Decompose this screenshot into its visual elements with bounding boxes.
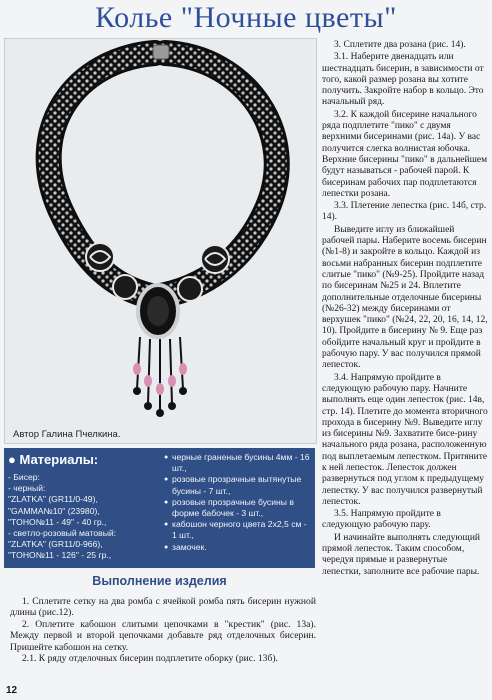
materials-box xyxy=(4,448,315,568)
instructions-left xyxy=(10,596,316,664)
material-line: "ZLATKA" (GR11/0-966), xyxy=(8,539,103,550)
material-line: - Бисер: xyxy=(8,472,40,482)
instruction-paragraph: 3.2. К каждой бисерине начального ряда подплетите "пико" с двумя верхними бисеринами (рис. 14а). У вас получится слегка волнистая юбочка. Верхние бисерины "пико" в дальнейшем будут называться - рабочей парой. К бисеринам рабочих пар подплетаются лепестки розана. xyxy=(322,109,488,199)
page-title: Колье "Ночные цветы" xyxy=(95,1,397,34)
section-heading: Выполнение изделия xyxy=(92,574,227,588)
instruction-paragraph: 3. Сплетите два розана (рис. 14). xyxy=(334,40,466,50)
material-line: - светло-розовый матовый: xyxy=(8,528,117,539)
material-item: ● кабошон черного цвета 2х2,5 см - 1 шт., xyxy=(164,519,312,541)
material-line: "GAMMA№10" (23980), xyxy=(8,505,100,516)
materials-heading: ● Материалы: xyxy=(8,452,99,467)
materials-beads-list xyxy=(8,472,158,562)
material-line: "ZLATKA" (GR11/0-49), xyxy=(8,494,98,505)
material-item: ● замочек. xyxy=(164,542,312,553)
instruction-paragraph: 3.4. Напрямую пройдите в следующую рабочую пару. Начните выполнять еще один лепесток (рис. 14в, стр. 14). Плетите до момента вторичного прохода в бисерину №9. Выведите иглу из бисерины №9. Захватите бисе-рину начального ряда розана, расположенную под выплетаемым лепестком. Притяните к ней лепесток. Лепесток должен развернуться под углом к предыдущему лепестку. У вас получился развернутый лепесток. xyxy=(322,372,488,507)
instruction-paragraph: 3.5. Напрямую пройдите в следующую рабочую пару. xyxy=(322,509,441,531)
necklace-illustration xyxy=(5,39,316,443)
instruction-paragraph: Выведите иглу из ближайшей рабочей пары. Наберите восемь бисерин (№1-8) и закройте в кольцо. Каждой из восьми набранных бисерин подплетите слитые "пико" (№9-25). Пройдите назад по бисеринам №25 и 24. Вплетите дополнительные отделочные бисерины (№26-32) между бисеринами от верхушек "пико" (№24, 22, 20, 16, 14, 12, 10). Пройдите в бисерину № 9. Еще раз обойдите начальный круг и пройдите в рабочую пару. У вас получился прямой лепесток. xyxy=(322,224,488,371)
instruction-paragraph: 2.1. К ряду отделочных бисерин подплетите оборку (рис. 13б). xyxy=(22,653,278,665)
material-line: - черный: xyxy=(8,483,46,494)
photo-credit: Автор Галина Пчелкина. xyxy=(13,429,121,440)
instruction-paragraph: 3.3. Плетение лепестка (рис. 14б, стр. 14). xyxy=(322,201,487,223)
instructions-right xyxy=(322,40,488,579)
instruction-paragraph: 1. Сплетите сетку на два ромба с ячейкой ромба пять бисерин нужной длины (рис.12). xyxy=(10,596,316,619)
material-item: ● розовые прозрачные вытянутые бусины - 7 шт., xyxy=(164,474,312,496)
instruction-paragraph: 2. Оплетите кабошон слитыми цепочками в "крестик" (рис. 13а). Между первой и второй цепочками добавьте ряд отделочных бисерин. Пришейте кабошон на сетку. xyxy=(10,618,316,653)
necklace-photo xyxy=(4,38,317,444)
instruction-paragraph: И начинайте выполнять следующий прямой лепесток. Таким способом, чередуя прямые и развернутые лепестки, заполните все рабочие пары. xyxy=(322,532,480,577)
materials-other-list xyxy=(164,452,312,553)
page-number: 12 xyxy=(6,685,18,696)
material-line: "TOHO№11 - 49" - 40 гр., xyxy=(8,516,107,527)
material-item: ● розовые прозрачные бусины в форме бабочек - 3 шт., xyxy=(164,497,312,519)
instruction-paragraph: 3.1. Наберите двенадцать или шестнадцать бисерин, в зависимости от того, какой размер розана вы хотите получить. Закройте набор в кольцо. Это начальный ряд. xyxy=(322,52,484,108)
material-item: ● черные граненые бусины 4мм - 16 шт., xyxy=(164,452,312,474)
material-line: "TOHO№11 - 126" - 25 гр., xyxy=(8,550,112,561)
